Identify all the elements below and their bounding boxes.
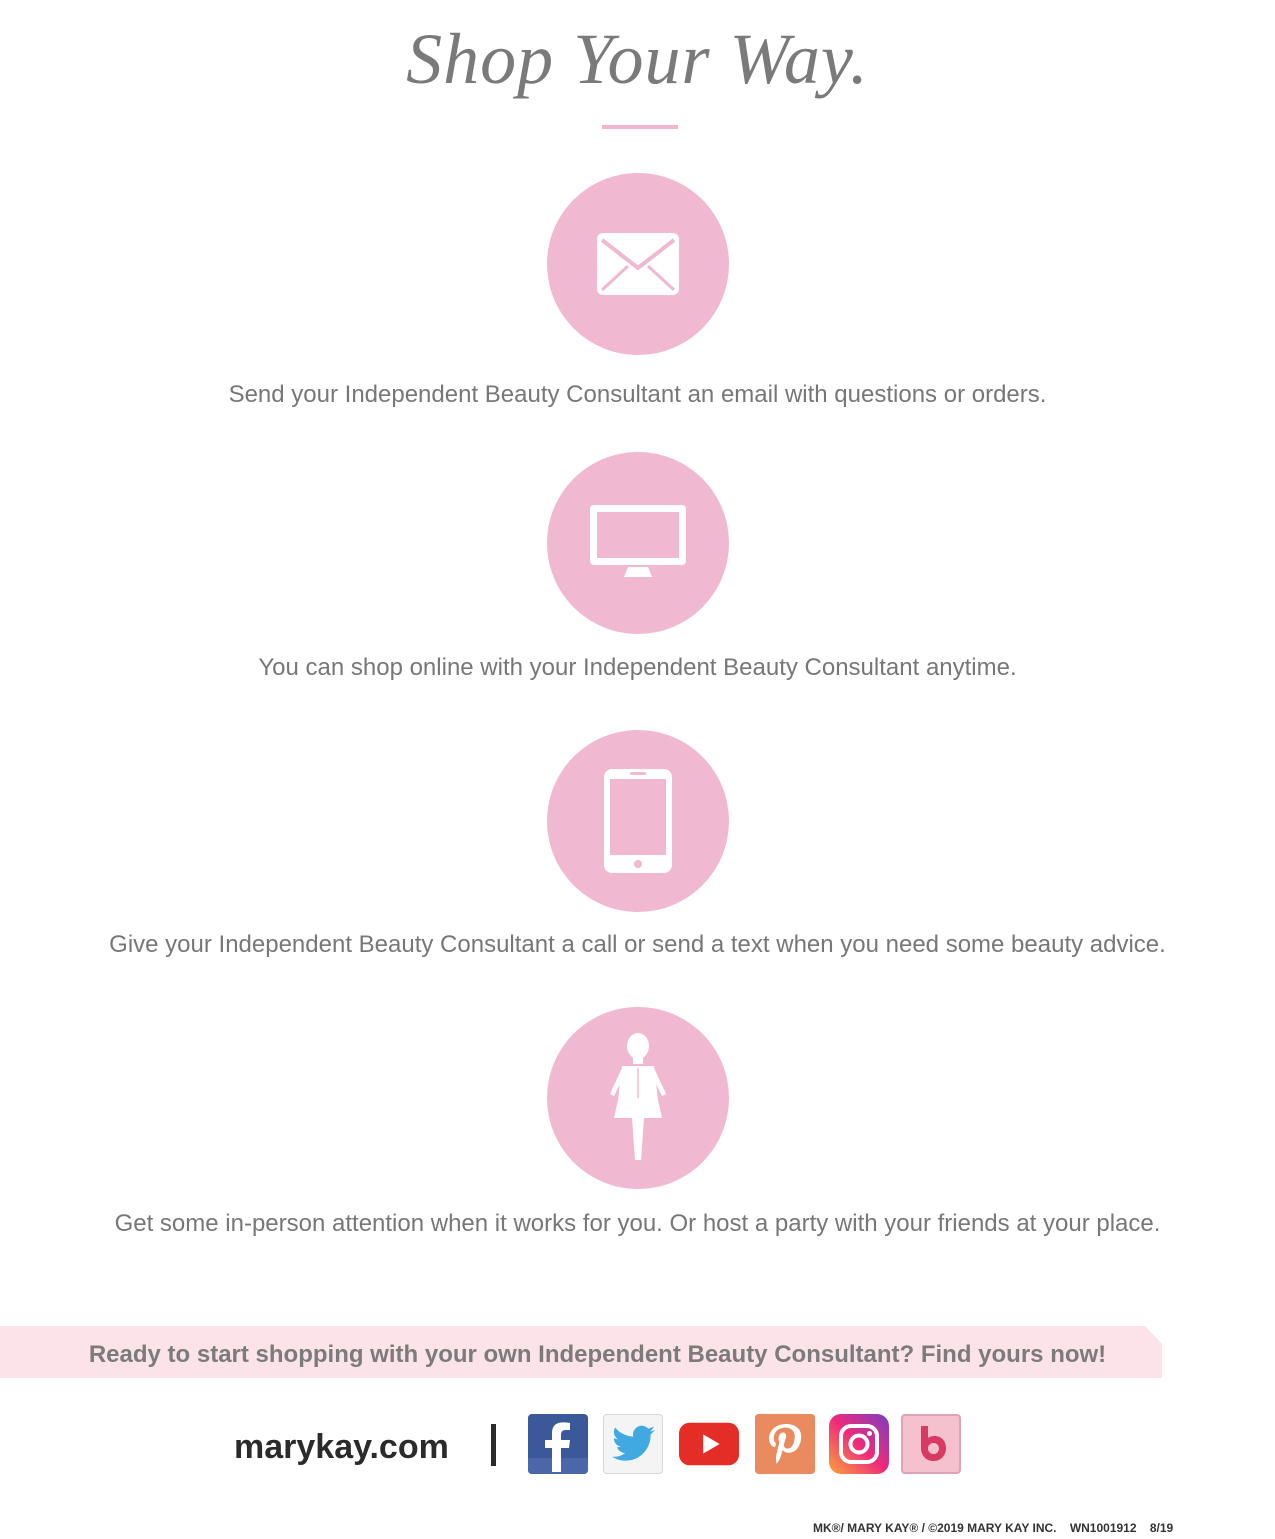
person-icon — [606, 1032, 670, 1164]
monitor-icon — [588, 503, 688, 583]
legal-notice: MK®/ MARY KAY® / ©2019 MARY KAY INC. WN1001912 8/19 — [813, 1521, 1174, 1535]
instagram-icon[interactable] — [829, 1414, 889, 1474]
beautycast-icon[interactable] — [901, 1414, 961, 1474]
facebook-icon[interactable] — [528, 1414, 588, 1474]
monitor-circle — [547, 452, 729, 634]
envelope-icon — [596, 232, 680, 296]
option-caption-email: Send your Independent Beauty Consultant an email with questions or orders. — [228, 381, 1047, 408]
footer-divider — [491, 1424, 496, 1466]
option-caption-call: Give your Independent Beauty Consultant a call or send a text when you need some beauty advice. — [109, 931, 1166, 958]
twitter-icon[interactable] — [603, 1414, 663, 1474]
envelope-circle — [547, 173, 729, 355]
option-caption-online: You can shop online with your Independent Beauty Consultant anytime. — [258, 654, 1017, 681]
page-title: Shop Your Way. — [406, 19, 869, 99]
title-divider — [602, 125, 678, 129]
website-link[interactable]: marykay.com — [234, 1428, 449, 1466]
pinterest-icon[interactable] — [755, 1414, 815, 1474]
person-circle — [547, 1007, 729, 1189]
option-caption-in-person: Get some in-person attention when it works for you. Or host a party with your friends at your place. — [114, 1210, 1161, 1237]
cta-text[interactable]: Ready to start shopping with your own Independent Beauty Consultant? Find yours now! — [88, 1341, 1107, 1368]
smartphone-icon — [602, 767, 674, 875]
youtube-icon[interactable] — [679, 1414, 739, 1474]
smartphone-circle — [547, 730, 729, 912]
